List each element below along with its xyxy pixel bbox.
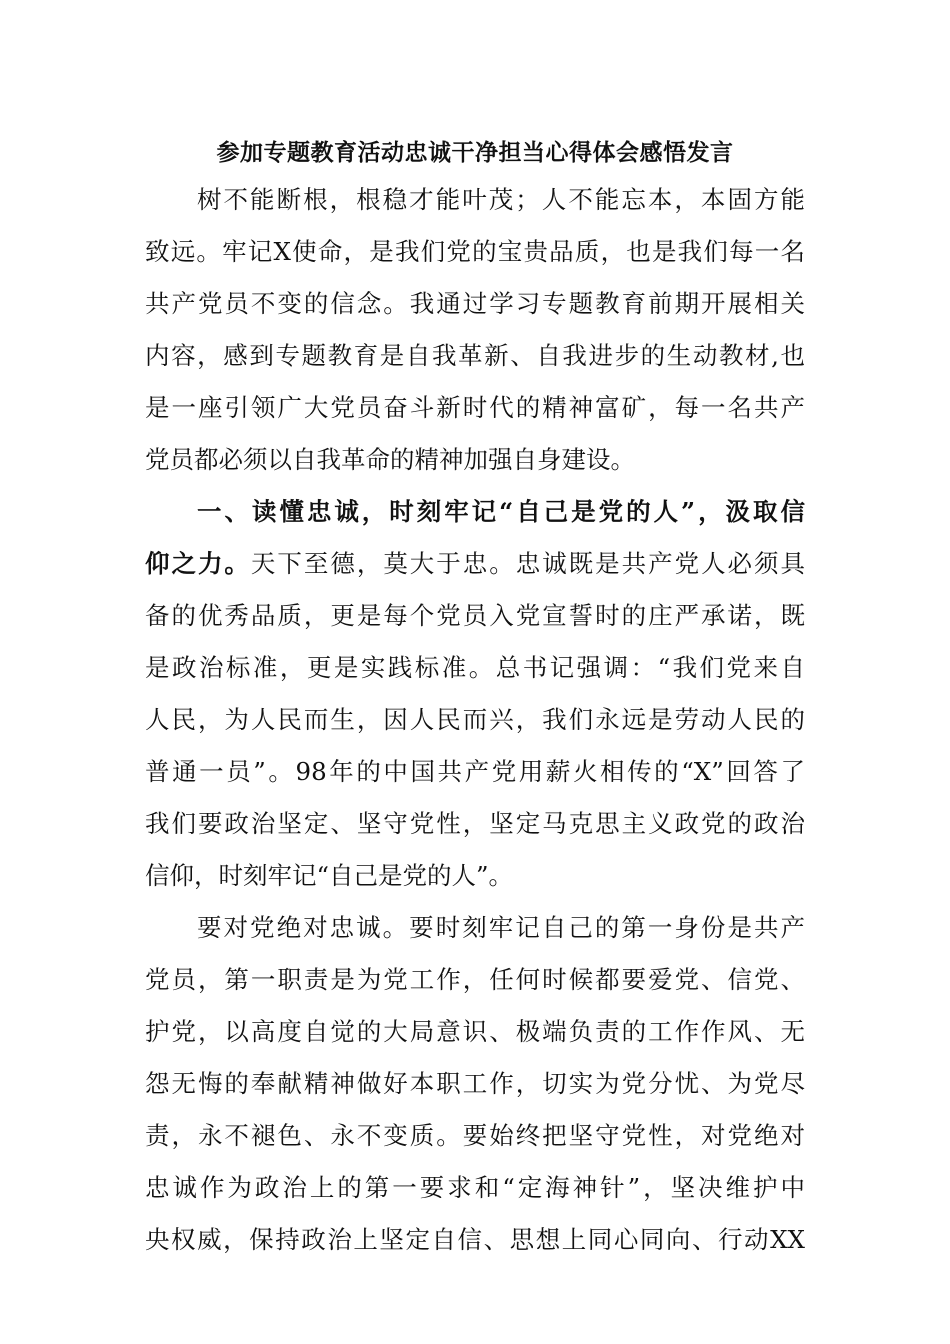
- paragraph-3-line-7: 央权威，保持政治上坚定自信、思想上同心同向、行动XX: [145, 1225, 805, 1254]
- paragraph-1-line-2: 致远。牢记X使命，是我们党的宝贵品质，也是我们每一名: [145, 237, 805, 266]
- paragraph-3-line-1: 要对党绝对忠诚。要时刻牢记自己的第一身份是共产: [197, 913, 805, 942]
- paragraph-2-line-2: [145, 542, 805, 586]
- paragraph-3-line-2: 党员，第一职责是为党工作，任何时候都要爱党、信党、: [145, 965, 805, 994]
- section-heading-1-end: 仰之力。: [145, 549, 251, 578]
- paragraph-3-line-3: 护党，以高度自觉的大局意识、极端负责的工作作风、无: [145, 1017, 805, 1046]
- section-heading-1: 一、读懂忠诚，时刻牢记“自己是党的人”，汲取信: [197, 497, 805, 526]
- paragraph-1-line-3: 共产党员不变的信念。我通过学习专题教育前期开展相关: [145, 289, 805, 318]
- paragraph-2-line-2-text: 天下至德，莫大于忠。忠诚既是共产党人必须具: [250, 549, 806, 578]
- paragraph-1-line-4: 内容，感到专题教育是自我革新、自我进步的生动教材,也: [145, 341, 805, 370]
- document-title: 参加专题教育活动忠诚干净担当心得体会感悟发言: [216, 139, 734, 166]
- paragraph-2-line-8: 信仰，时刻牢记“自己是党的人”。: [145, 861, 514, 890]
- paragraph-1-line-5: 是一座引领广大党员奋斗新时代的精神富矿，每一名共产: [145, 393, 805, 422]
- paragraph-3-line-4: 怨无悔的奉献精神做好本职工作，切实为党分忧、为党尽: [145, 1069, 805, 1098]
- paragraph-3-line-6: 忠诚作为政治上的第一要求和“定海神针”，坚决维护中: [145, 1173, 805, 1202]
- paragraph-3-line-5: 责，永不褪色、永不变质。要始终把坚守党性，对党绝对: [145, 1121, 805, 1150]
- paragraph-2-line-6: 普通一员”。98年的中国共产党用薪火相传的“X”回答了: [145, 757, 805, 786]
- paragraph-2-line-5: 人民，为人民而生，因人民而兴，我们永远是劳动人民的: [145, 705, 805, 734]
- paragraph-2-line-7: 我们要政治坚定、坚守党性，坚定马克思主义政党的政治: [145, 809, 805, 838]
- paragraph-2-line-4: 是政治标准，更是实践标准。总书记强调：“我们党来自: [145, 653, 805, 682]
- paragraph-2-line-3: 备的优秀品质，更是每个党员入党宣誓时的庄严承诺，既: [145, 601, 805, 630]
- paragraph-1-line-6: 党员都必须以自我革命的精神加强自身建设。: [145, 445, 635, 474]
- paragraph-1-line-1: 树不能断根，根稳才能叶茂；人不能忘本，本固方能: [197, 185, 805, 214]
